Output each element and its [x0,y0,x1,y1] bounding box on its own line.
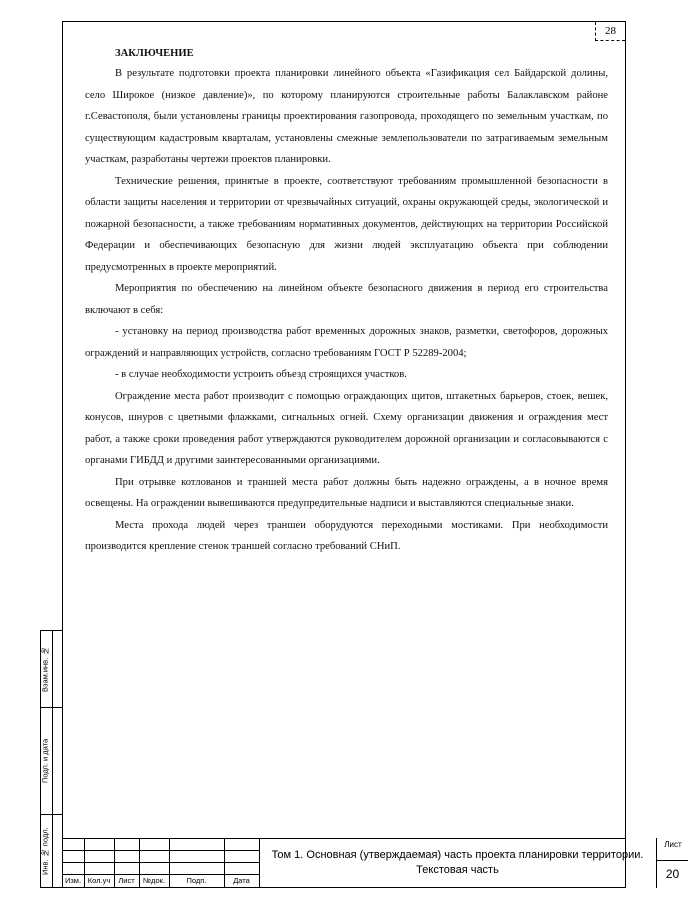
paragraph: - установку на период производства работ временных дорожных знаков, разметки, светофоров, дорожных ограждений и направляющих устройств, согласно требованиям ГОСТ Р 52289-2004; [85,326,608,359]
label-podp-data: Подп. и дата [40,738,50,783]
section-heading: ЗАКЛЮЧЕНИЕ [115,48,194,59]
paragraph: Технические решения, принятые в проекте, соответствуют требованиям промышленной безопасности в области защиты населения и территории от чрезвычайных ситуаций, охраны окружающей среды, экологической и пожарной безопасности, а также требованиям нормативных документов, действующих на территории Российской Федерации и обеспечивающих безопасную для жизни людей эксплуатацию объекта при соблюдении предусмотренных в проекте мероприятий. [85,175,608,273]
document-title: Том 1. Основная (утверждаемая) часть проекта планировки территории. Текстовая часть [271,849,644,876]
label-inv-podl: Инв. № подл. [40,827,50,876]
col-kol-uch: Кол.уч [87,876,111,885]
document-body [85,44,608,558]
sheet-page-number: 20 [657,860,688,888]
paragraph: Места прохода людей через траншеи оборудуются переходными мостиками. При необходимости производится крепление стенок траншей согласно требований СНиП. [85,519,608,552]
side-stamp [40,630,62,888]
sheet-number: 28 [595,22,625,41]
col-ndok: №док. [143,876,165,885]
col-data: Дата [233,876,250,885]
paragraph: Ограждение места работ производит с помощью ограждающих щитов, штакетных барьеров, стоек, вешек, конусов, шнуров с цветными флажками, сигнальных огней. Схему организации движения и ограждения мест работ, а также сроки проведения работ утверждаются руководителем дорожной организации и согласовываются с органами ГИБДД и другими заинтересованными организациями. [85,390,608,466]
label-vzam-inv: Взам.инв. № [40,646,50,692]
paragraph: Мероприятия по обеспечению на линейном объекте безопасного движения в период его строительства включают в себя: [85,283,608,316]
title-block [62,838,682,888]
sheet-label: Лист [664,840,682,849]
paragraph: При отрывке котлованов и траншей места работ должны быть надежно ограждены, а в ночное время освещены. На ограждении вывешиваются предупредительные надписи и выставляются специальные знаки. [85,476,608,509]
col-list: Лист [118,876,135,885]
sheet-box [656,838,689,888]
paragraph: В результате подготовки проекта планировки линейного объекта «Газификация сел Байдарской долины, село Широкое (низкое давление)», по которому планируются строительные работы Балаклавском районе г.Севастополя, были установлены границы проектирования газопровода, проходящего по земельным участкам, по существующим кадастровым кварталам, установлены смежные землепользователи по затрагиваемым земельным участкам, разработаны чертежи проектов планировки. [85,68,608,165]
col-izm: Изм. [64,876,82,885]
col-podp: Подп. [186,876,207,885]
paragraph: - в случае необходимости устроить объезд строящихся участков. [115,369,407,380]
